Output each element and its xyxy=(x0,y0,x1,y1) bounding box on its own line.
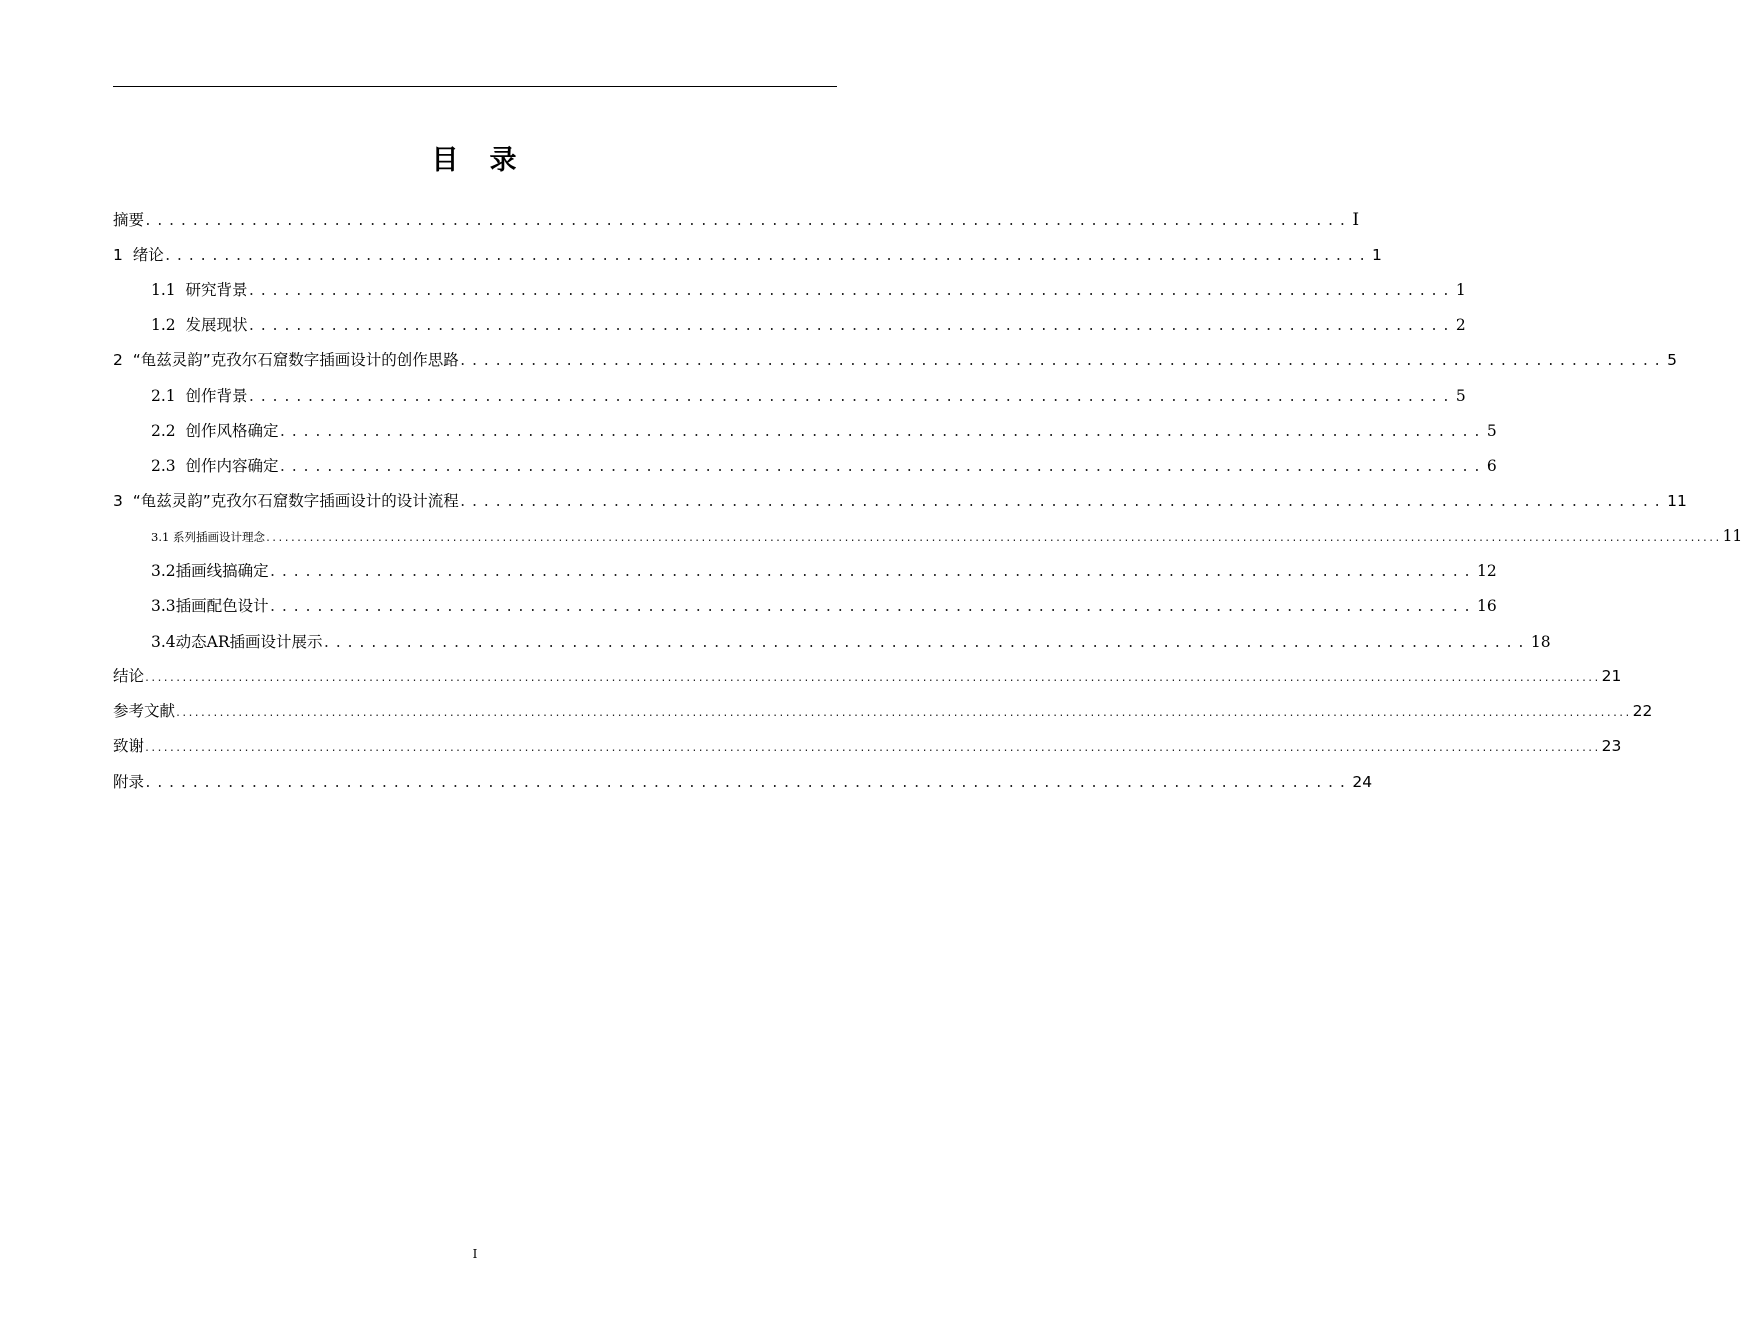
toc-leader-dots: .......................................................................................................................................................................................................................................... xyxy=(264,533,1721,544)
toc-entry-page: 12 xyxy=(1476,562,1497,580)
toc-entry-acknowledgements[interactable] xyxy=(113,733,1622,759)
toc-leader-dots: ...................................................................................................... xyxy=(278,425,1485,440)
toc-entry-page: 22 xyxy=(1632,702,1653,720)
toc-entry-label: 2.1 创作背景 xyxy=(151,387,248,405)
toc-entry-label: 摘要 xyxy=(113,211,145,229)
toc-entry-section-3-4[interactable] xyxy=(151,629,1551,655)
toc-entry-label: 3.4动态AR插画设计展示 xyxy=(151,633,323,651)
toc-entry-conclusion[interactable] xyxy=(113,663,1622,689)
toc-entry-section-3-1[interactable] xyxy=(151,523,1742,549)
toc-leader-dots: ...................................................................................................... xyxy=(278,460,1485,475)
toc-leader-dots: ...................................................................................................... xyxy=(268,600,1475,615)
toc-entry-label: 附录 xyxy=(113,773,145,791)
toc-leader-dots: ...................................................................................................... xyxy=(163,249,1371,264)
toc-entry-page: 11 xyxy=(1722,527,1742,545)
toc-entry-section-3-3[interactable] xyxy=(151,593,1497,619)
toc-entry-chapter-1[interactable] xyxy=(113,242,1382,268)
toc-entry-label: 参考文献 xyxy=(113,702,176,720)
toc-entry-references[interactable] xyxy=(113,698,1653,724)
toc-entry-label: 2.3 创作内容确定 xyxy=(151,457,279,475)
toc-entry-chapter-3[interactable] xyxy=(113,488,1687,514)
toc-entry-page: 5 xyxy=(1486,422,1497,440)
toc-leader-dots: ...................................................................................................... xyxy=(458,495,1666,510)
toc-entry-page: 6 xyxy=(1486,457,1497,475)
footer-page-number: I xyxy=(472,1247,478,1261)
toc-leader-dots: ...................................................................................................... xyxy=(144,776,1351,791)
toc-entry-page: 21 xyxy=(1601,667,1622,685)
toc-leader-dots: .......................................................................................................................................................................................................................................... xyxy=(144,673,1600,684)
toc-entry-section-2-3[interactable] xyxy=(151,453,1497,479)
toc-entry-page: 11 xyxy=(1667,492,1687,510)
toc-entry-page: 24 xyxy=(1352,773,1373,791)
toc-entry-label: 2.2 创作风格确定 xyxy=(151,422,279,440)
toc-leader-dots: ...................................................................................................... xyxy=(458,354,1666,369)
toc-entry-section-1-2[interactable] xyxy=(151,312,1466,338)
toc-entry-label: 1.2 发展现状 xyxy=(151,316,248,334)
toc-entry-page: 1 xyxy=(1372,246,1382,264)
toc-entry-abstract[interactable] xyxy=(113,207,1360,233)
toc-entry-section-3-2[interactable] xyxy=(151,558,1497,584)
toc-entry-label: 3.1 系列插画设计理念 xyxy=(151,530,265,544)
page-title: 目 录 xyxy=(431,145,519,176)
toc-leader-dots: ...................................................................................................... xyxy=(247,390,1454,405)
toc-entry-label: 1 绪论 xyxy=(113,246,164,264)
toc-entry-page: 23 xyxy=(1601,737,1622,755)
toc-leader-dots: ...................................................................................................... xyxy=(247,284,1454,299)
toc-leader-dots: ...................................................................................................... xyxy=(144,214,1351,229)
toc-entry-label: 3 “龟兹灵韵”克孜尔石窟数字插画设计的设计流程 xyxy=(113,492,459,510)
toc-entry-page: 2 xyxy=(1455,316,1466,334)
toc-entry-appendix[interactable] xyxy=(113,769,1373,795)
toc-entry-section-2-2[interactable] xyxy=(151,418,1497,444)
toc-entry-page: 5 xyxy=(1667,351,1677,369)
toc-entry-label: 2 “龟兹灵韵”克孜尔石窟数字插画设计的创作思路 xyxy=(113,351,459,369)
toc-entry-label: 3.2插画线搞确定 xyxy=(151,562,269,580)
toc-entry-page: 5 xyxy=(1455,387,1466,405)
toc-entry-chapter-2[interactable] xyxy=(113,347,1677,373)
toc-entry-label: 1.1 研究背景 xyxy=(151,281,248,299)
toc-leader-dots: ...................................................................................................... xyxy=(247,319,1454,334)
toc-entry-section-2-1[interactable] xyxy=(151,383,1466,409)
toc-leader-dots: ...................................................................................................... xyxy=(322,636,1529,651)
toc-entry-page: 18 xyxy=(1530,633,1551,651)
toc-entry-page: 1 xyxy=(1455,281,1466,299)
toc-entry-label: 3.3插画配色设计 xyxy=(151,597,269,615)
toc-entry-page: I xyxy=(1352,210,1360,230)
toc-entry-page: 16 xyxy=(1476,597,1497,615)
toc-entry-label: 致谢 xyxy=(113,737,145,755)
toc-entry-label: 结论 xyxy=(113,667,145,685)
toc-leader-dots: .......................................................................................................................................................................................................................................... xyxy=(175,708,1631,719)
toc-leader-dots: ...................................................................................................... xyxy=(268,565,1475,580)
toc-leader-dots: .......................................................................................................................................................................................................................................... xyxy=(144,743,1600,754)
toc-entry-section-1-1[interactable] xyxy=(151,277,1466,303)
